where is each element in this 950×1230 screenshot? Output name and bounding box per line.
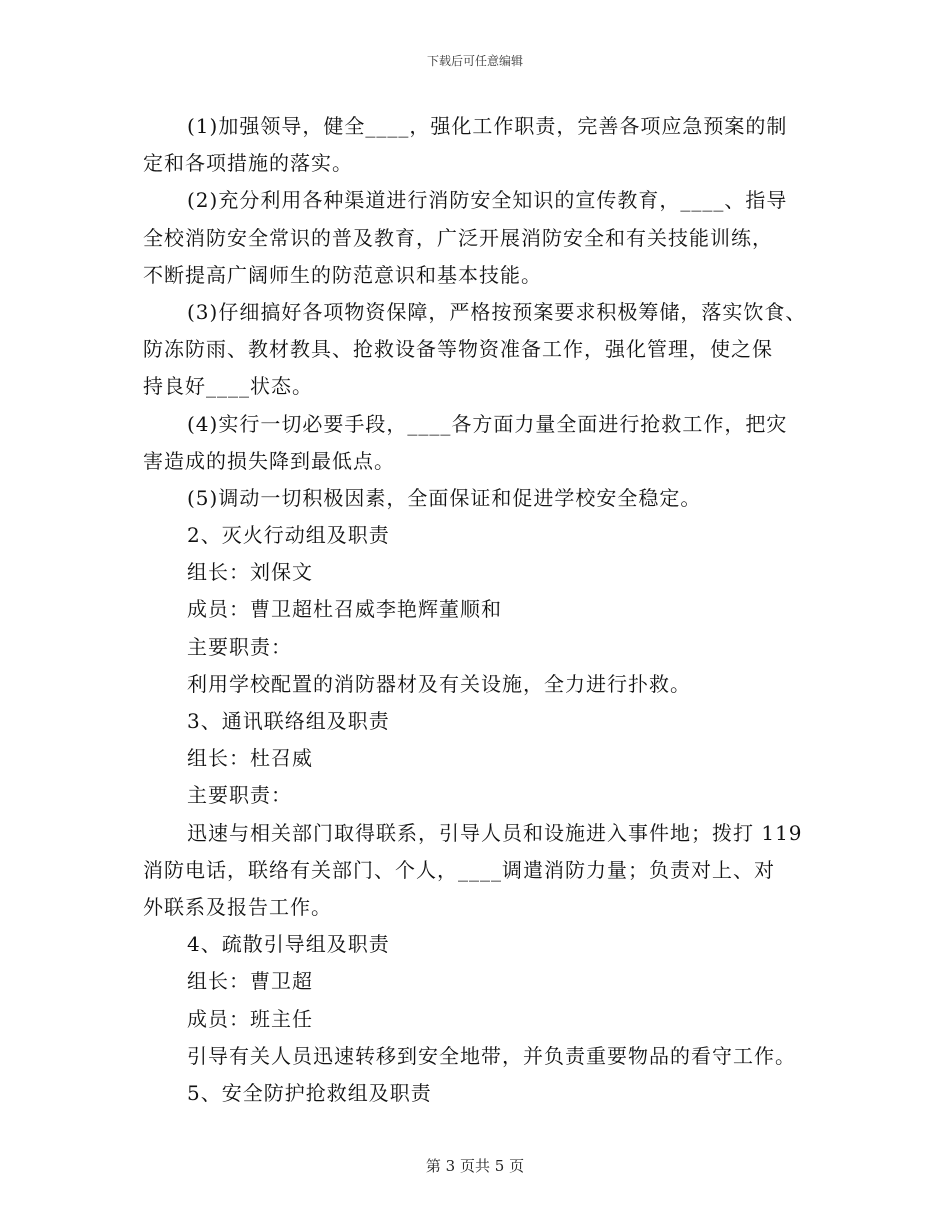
text-line: (2)充分利用各种渠道进行消防安全知识的宣传教育，____、指导 (187, 188, 788, 213)
text-line: 引导有关人员迅速转移到安全地带，并负责重要物品的看守工作。 (187, 1043, 796, 1068)
text-line: 组长：刘保文 (187, 560, 313, 585)
text-line: (3)仔细搞好各项物资保障，严格按预案要求积极筹储，落实饮食、 (187, 299, 807, 324)
text-line: (1)加强领导，健全____，强化工作职责，完善各项应急预案的制 (187, 114, 788, 138)
text-line: 组长：杜召威 (187, 746, 313, 771)
document-body (143, 108, 833, 1112)
text-line: 迅速与相关部门取得联系，引导人员和设施进入事件地；拨打 119 (187, 820, 803, 845)
text-line: 害造成的损失降到最低点。 (143, 448, 395, 473)
text-line: 利用学校配置的消防器材及有关设施，全力进行扑救。 (187, 671, 691, 696)
text-line: 主要职责： (187, 783, 292, 808)
text-line: 成员：曹卫超杜召威李艳辉董顺和 (187, 597, 502, 622)
text-line: 全校消防安全常识的普及教育，广泛开展消防安全和有关技能训练， (143, 225, 773, 250)
text-line: 组长：曹卫超 (187, 969, 313, 994)
text-line: 3、通讯联络组及职责 (187, 709, 390, 733)
page-header: 下载后可任意编辑 (426, 54, 523, 68)
text-line: (4)实行一切必要手段，____各方面力量全面进行抢救工作，把灾 (187, 411, 788, 436)
text-line: 主要职责： (187, 634, 292, 659)
text-line: 外联系及报告工作。 (143, 894, 332, 919)
text-line: 2、灭火行动组及职责 (187, 523, 390, 548)
text-line: 4、疏散引导组及职责 (187, 932, 390, 957)
text-line: (5)调动一切积极因素，全面保证和促进学校安全稳定。 (187, 485, 702, 510)
text-line: 5、安全防护抢救组及职责 (187, 1080, 432, 1105)
text-line: 消防电话，联络有关部门、个人，____调遣消防力量；负责对上、对 (143, 857, 775, 882)
page-footer: 第 3 页共 5 页 (425, 1157, 525, 1175)
text-line: 成员：班主任 (187, 1006, 313, 1031)
text-line: 持良好____状态。 (143, 374, 313, 399)
text-line: 防冻防雨、教材教具、抢救设备等物资准备工作，强化管理，使之保 (143, 337, 773, 362)
text-line: 定和各项措施的落实。 (143, 151, 353, 176)
text-line: 不断提高广阔师生的防范意识和基本技能。 (143, 262, 542, 287)
